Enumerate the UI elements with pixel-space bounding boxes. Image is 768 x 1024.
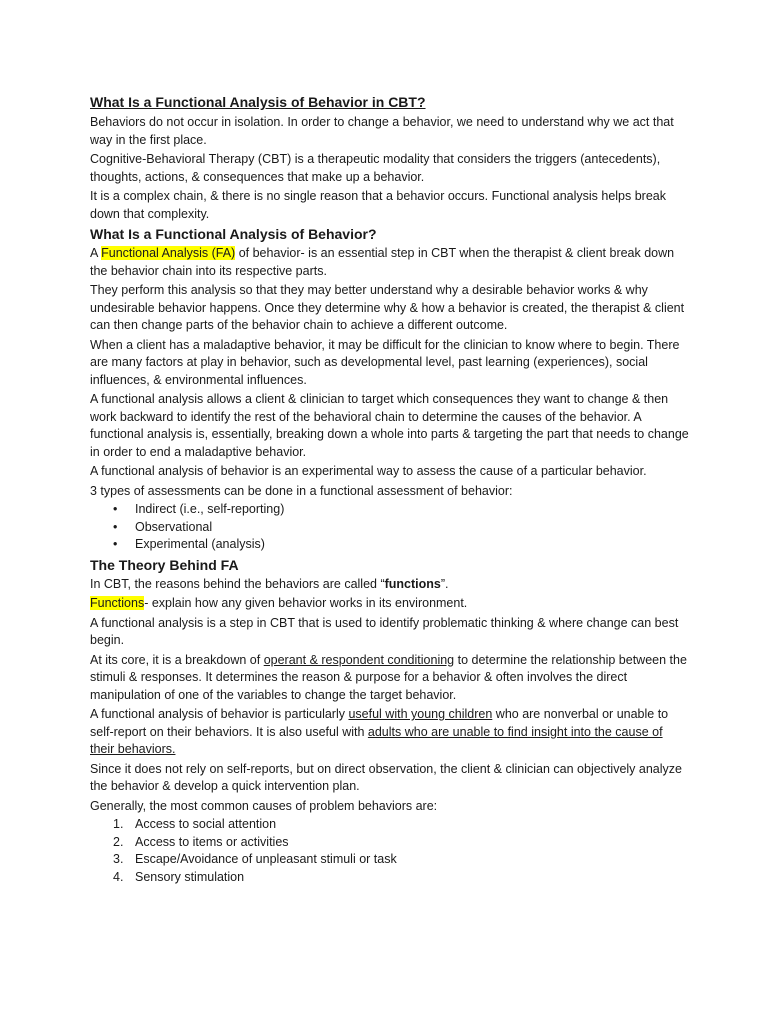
list-item-text: Indirect (i.e., self-reporting) [135,502,285,516]
list-item-text: Experimental (analysis) [135,537,265,551]
section2-paragraph-4 [90,652,690,705]
section1-paragraph-definition [90,245,690,280]
text-run: to determine the relationship between the stimuli & responses. It determines the reason & purpose for a behavior & often involves the direct manipulation of one of the variables to change the target behavior. [90,652,687,702]
section2-paragraph-functions [90,576,690,594]
list-number: 4. [113,869,124,884]
section2-paragraph-functions-def [90,595,690,613]
text-run: - explain how any given behavior works in its environment. [144,596,468,610]
text-run: of behavior- is an essential step in CBT when the therapist & client break down the behavior chain into its respective parts. [90,246,675,278]
conditioning-link[interactable]: operant & respondent conditioning [263,652,455,667]
list-item-text: Access to items or activities [135,834,289,849]
list-item [90,501,690,519]
section1-paragraph-4: A functional analysis allows a client & clinician to target which consequences they want to change & then work backward to identify the rest of the behavioral chain to determine the causes of the behavior. A functional analysis is, essentially, breaking down a whole into parts & targeting the part that needs to change in order to end a maladaptive behavior. [90,392,689,459]
problem-behavior-causes-list [90,816,690,886]
bold-term-functions: functions [384,576,441,591]
section1-paragraph-2: They perform this analysis so that they may better understand why a desirable behavior works & why undesirable behavior happens. Once they determine why & how a behavior is created, the therapist & client can then change parts of the behavior chain to achieve a different outcome. [90,283,685,332]
section1-paragraph-3: When a client has a maladaptive behavior, it may be difficult for the clinician to know where to begin. There are many factors at play in behavior, such as developmental level, past learning (experiences), social influences, & environmental influences. [90,337,680,387]
highlighted-term-fa: Functional Analysis (FA) [101,246,236,260]
bullet-icon: • [113,519,118,534]
list-number: 1. [113,817,124,831]
section1-paragraph-6: 3 types of assessments can be done in a functional assessment of behavior: [90,483,513,498]
bullet-icon: • [113,537,118,551]
section-heading-theory: The Theory Behind FA [90,556,239,573]
list-item [90,519,690,537]
section2-paragraph-3: A functional analysis is a step in CBT that is used to identify problematic thinking & where change can best begin. [90,615,679,647]
adults-insight-link[interactable]: adults who are unable to find insight into the cause of their behaviors. [90,724,663,756]
intro-paragraph-2: Cognitive-Behavioral Therapy (CBT) is a therapeutic modality that considers the triggers (antecedents), thoughts, actions, & consequences that make up a behavior. [90,152,661,184]
young-children-link[interactable]: useful with young children [348,707,493,721]
list-number: 2. [113,834,124,849]
list-item [90,851,690,869]
list-item-text: Observational [135,519,213,534]
section1-paragraph-5: A functional analysis of behavior is an experimental way to assess the cause of a particular behavior. [90,464,647,478]
text-run: A functional analysis of behavior is particularly [90,707,349,721]
list-item [90,869,690,887]
section2-paragraph-6: Since it does not rely on self-reports, but on direct observation, the client & clinician can objectively analyze the behavior & develop a quick intervention plan. [90,761,682,793]
intro-paragraph-1: Behaviors do not occur in isolation. In order to change a behavior, we need to understand why we act that way in the first place. [90,115,674,147]
list-item [90,816,690,834]
list-item [90,834,690,852]
highlighted-term-functions: Functions [90,596,145,610]
text-run: At its core, it is a breakdown of [90,652,264,667]
text-run: A [90,246,102,260]
text-run: who are nonverbal or unable to self-report on their behaviors. It is also useful with [90,707,669,739]
list-number: 3. [113,852,124,866]
section-heading-what-is-fa: What Is a Functional Analysis of Behavior? [90,226,377,242]
list-item [90,536,690,554]
bullet-icon: • [113,502,118,516]
assessment-types-list [90,501,690,554]
section2-paragraph-5 [90,706,690,759]
intro-paragraph-3: It is a complex chain, & there is no single reason that a behavior occurs. Functional analysis helps break down that complexity. [90,189,667,221]
list-item-text: Access to social attention [135,817,277,831]
document-title: What Is a Functional Analysis of Behavior in CBT? [90,94,426,110]
list-item-text: Sensory stimulation [135,869,245,884]
text-run: ”. [440,576,449,591]
text-run: In CBT, the reasons behind the behaviors are called “ [90,576,385,591]
document-page [90,93,690,886]
section2-paragraph-7: Generally, the most common causes of problem behaviors are: [90,798,438,813]
list-item-text: Escape/Avoidance of unpleasant stimuli or task [135,852,397,866]
